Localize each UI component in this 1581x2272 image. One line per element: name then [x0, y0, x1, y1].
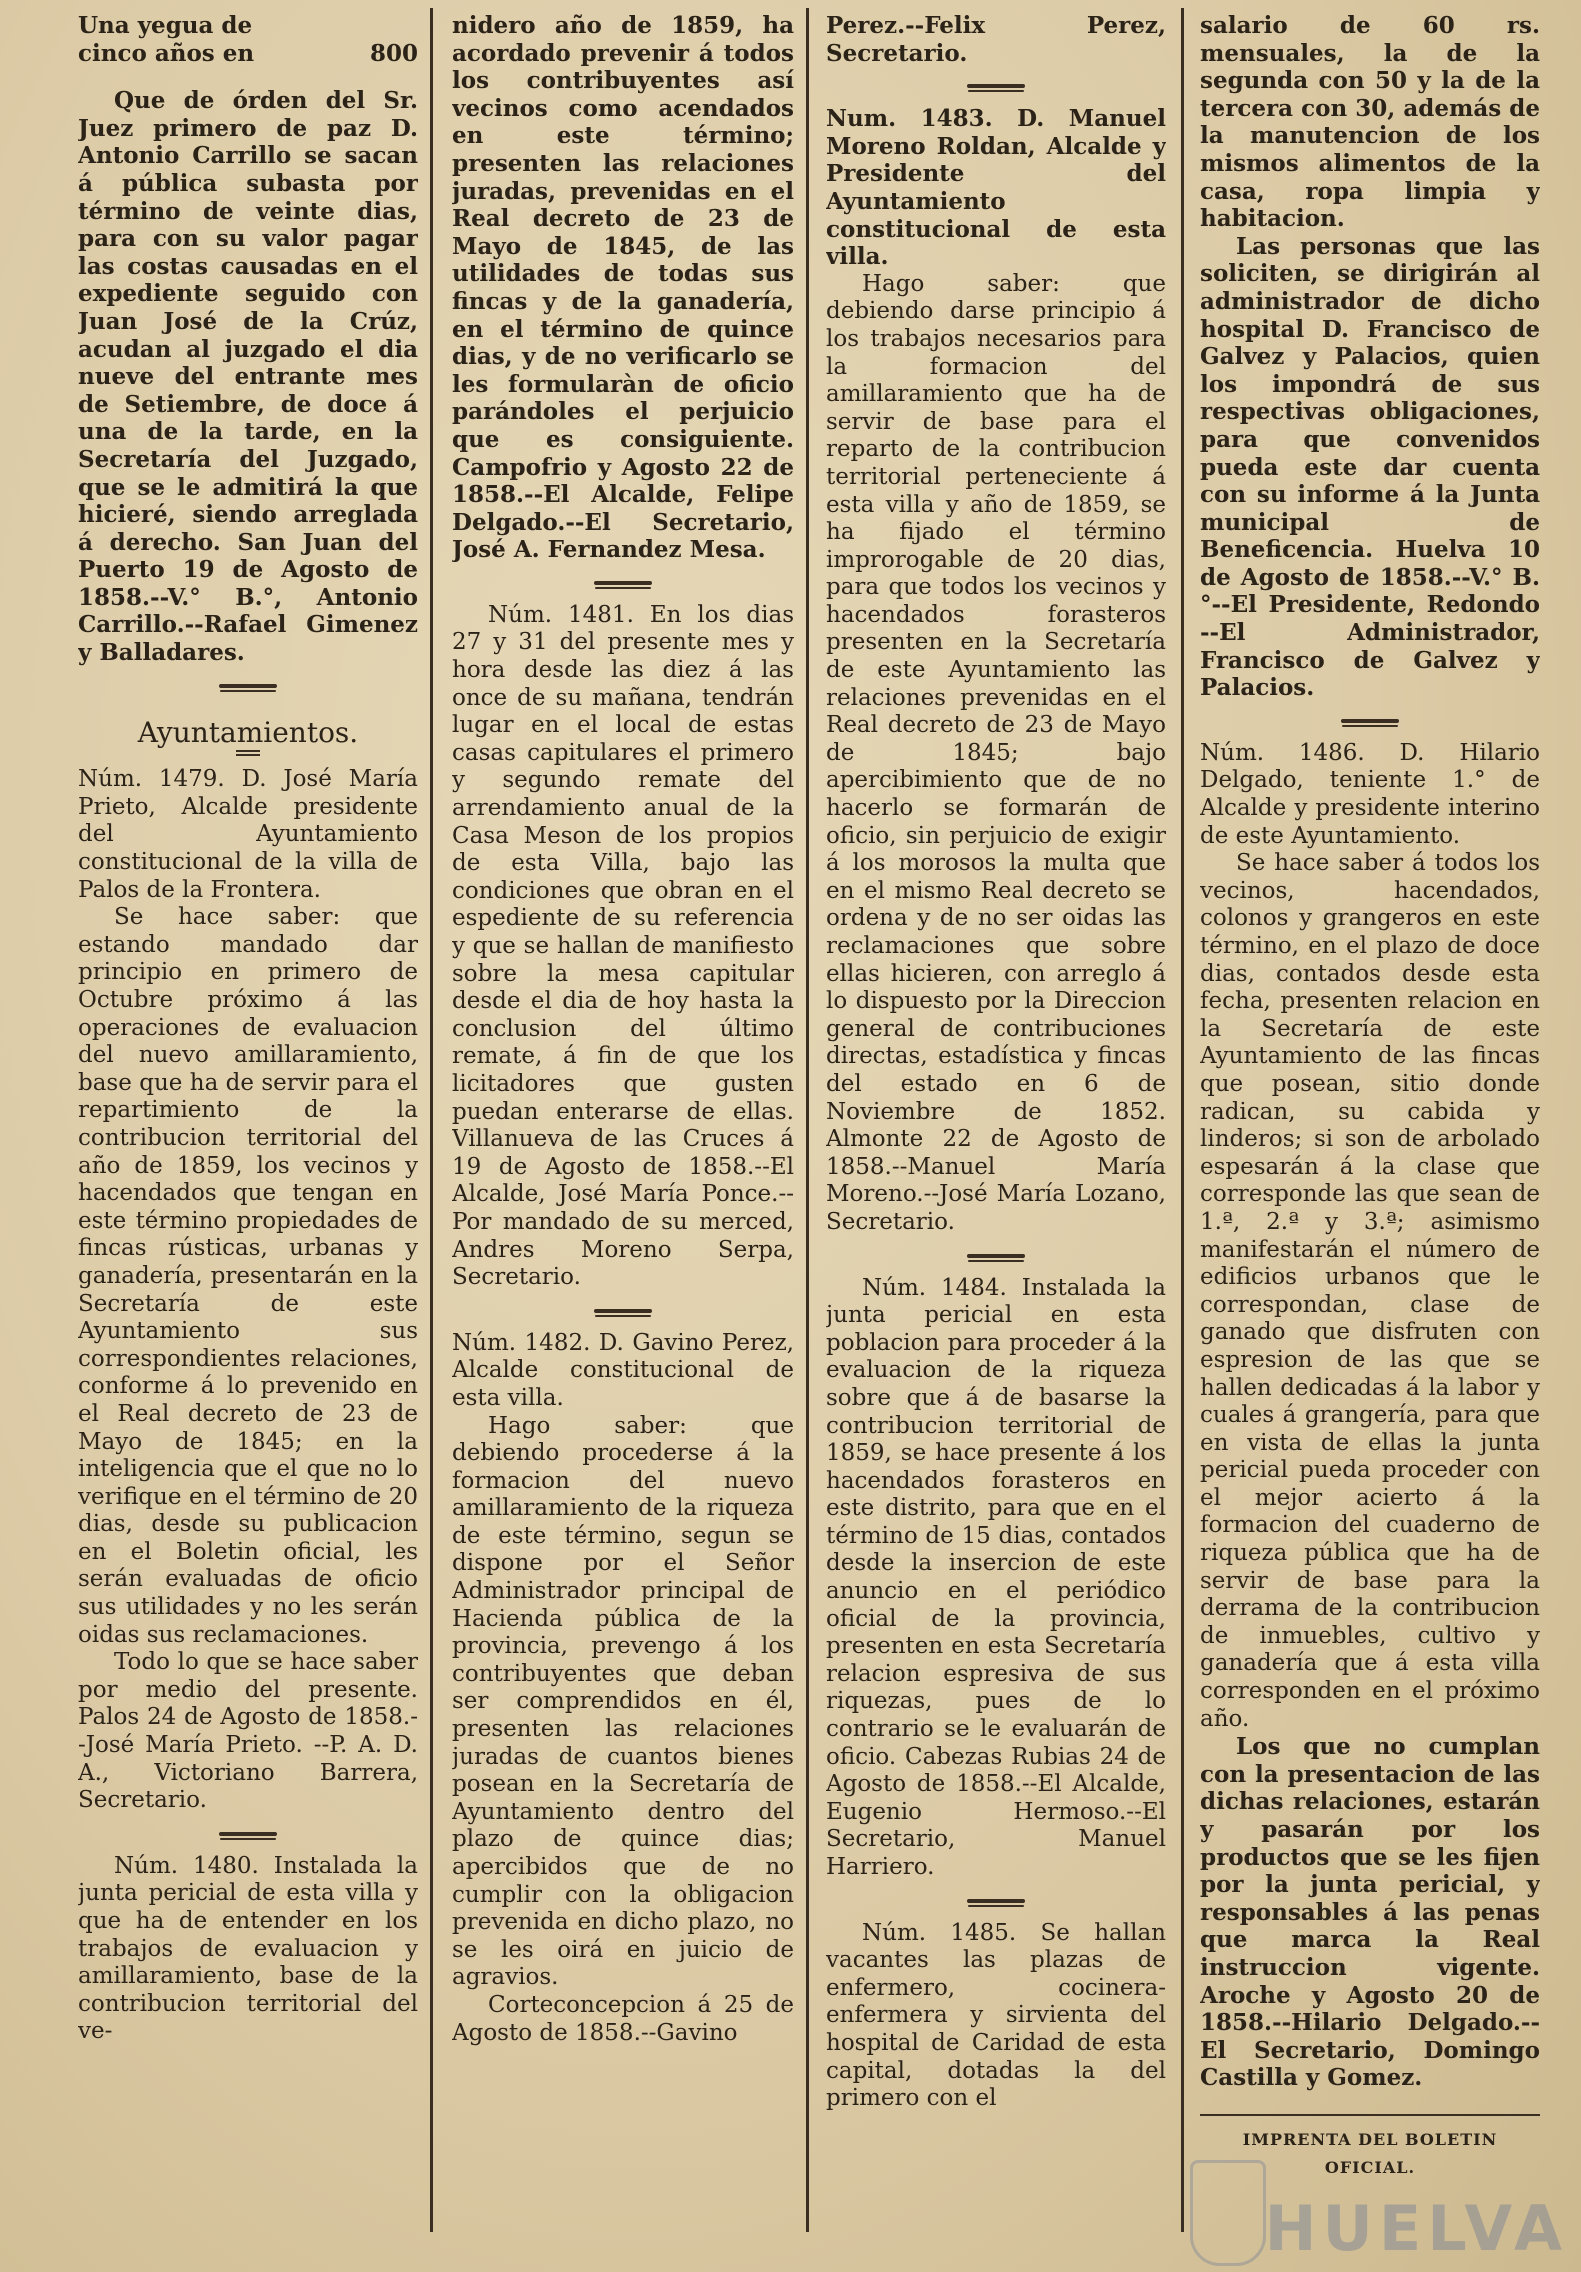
column-1: [78, 12, 418, 2232]
separator: [236, 750, 260, 752]
notice-paragraph: Núm. 1484. Instalada la junta pericial en esta poblacion para proceder á la evaluacion de la riqueza sobre que á de basarse la contribucion territorial de 1859, se hace presente á los hacendados forasteros en este distrito, para que en el término de 15 dias, contados desde la insercion de este anuncio en el periódico oficial de la provincia, presenten en esta Secretaría relacion espresiva de sus riquezas, pues de lo contrario se le evaluarán de oficio. Cabezas Rubias 24 de Agosto de 1858.--El Alcalde, Eugenio Hermoso.--El Secretario, Manuel Harriero.: [826, 1274, 1166, 1880]
notice-paragraph: Hago saber: que debiendo procederse á la formacion del nuevo amillaramiento de la riqueza de este término, segun se dispone por el Señor Administrador principal de Hacienda pública de la provincia, prevengo á los contribuyentes que deban ser comprendidos en él, presenten las relaciones juradas de cuantos bienes posean en la Secretaría de Ayuntamiento dentro del plazo de quince dias; apercibidos que de no cumplir con la obligacion prevenida en dicho plazo, no se les oirá en juicio de agravios.: [452, 1412, 794, 1991]
price-row: [78, 12, 418, 67]
notice-paragraph: nidero año de 1859, ha acordado prevenir á todos los contribuyentes así vecinos como acendados en este término; presenten las relaciones juradas, prevenidas en el Real decreto de 23 de Mayo de 1845, de las utilidades de todas sus fincas y de la ganadería, en el término de quince dias, y de no verificarlo se les formularàn de oficio parándoles el perjuicio que es consiguiente. Campofrio y Agosto 22 de 1858.--El Alcalde, Felipe Delgado.--El Secretario, José A. Fernandez Mesa.: [452, 12, 794, 564]
notice-heading: Núm. 1479. D. José María Prieto, Alcalde presidente del Ayuntamiento constitucional de la villa de Palos de la Frontera.: [78, 766, 418, 903]
notice-paragraph: Se hace saber: que estando mandado dar principio en primero de Octubre próximo á las operaciones de evaluacion del nuevo amillaramiento, base que ha de servir para el repartimiento de la contribucion territorial del año de 1859, los vecinos y hacendados que tengan en este término propiedades de fincas rústicas, urbanas y ganadería, presentarán en la Secretaría de este Ayuntamiento sus correspondientes relaciones, conforme á lo prevenido en el Real decreto de 23 de Mayo de 1845; en la inteligencia que el que no lo verifique en el término de 20 dias, desde su publicacion en el Boletin oficial, les serán evaluadas de oficio sus utilidades y no les serán oidas sus reclamaciones.: [78, 904, 418, 1648]
section-title: Ayuntamientos.: [137, 715, 359, 749]
notice-paragraph: Todo lo que se hace saber por medio del presente. Palos 24 de Agosto de 1858.--José María Prieto. --P. A. D. A., Victoriano Barrera, Secretario.: [78, 1649, 418, 1814]
notice-paragraph: Se hace saber á todos los vecinos, hacendados, colonos y grangeros en este término, en el plazo de doce dias, contados desde esta fecha, presenten relacion en la Secretaría de este Ayuntamiento de las fincas que posean, sitio donde radican, su cabida y linderos; si son de arbolado espesarán á la clase que corresponde las que sean de 1.ª, 2.ª y 3.ª; asimismo manifestarán el número de edificios urbanos que le correspondan, clase de ganado que disfruten con espresion de las que se hallen dedicadas á la labor y cuales á grangería, para que en vista de ellas la junta pericial pueda proceder con el mejor acierto á la formacion del cuaderno de riqueza pública que ha de servir de base para la derrama de la contribucion de inmuebles, cultivo y ganadería que á esta villa corresponden en el próximo año.: [1200, 850, 1540, 1732]
separator: [826, 1882, 1166, 1920]
notice-heading: Núm. 1486. D. Hilario Delgado, teniente 1.° de Alcalde y presidente interino de este Ayuntamiento.: [1200, 739, 1540, 849]
notice-paragraph: Hago saber: que debiendo darse principio á los trabajos necesarios para la formacion del amillaramiento que ha de servir de base para el reparto de la contribucion territorial perteneciente á esta villa y año de 1859, se ha fijado el término improrogable de 20 dias, para que todos los vecinos y hacendados forasteros presenten en la Secretaría de este Ayuntamiento las relaciones prevenidas en el Real decreto de 23 de Mayo de 1845; bajo apercibimiento que de no hacerlo se formarán de oficio, sin perjuicio de exigir á los morosos la multa que en el mismo Real decreto se ordena y de no ser oidas las reclamaciones que sobre ellas hicieren, con arreglo á lo dispuesto por la Direccion general de contribuciones directas, estadística y fincas del estado en 6 de Noviembre de 1852. Almonte 22 de Agosto de 1858.--Manuel María Moreno.--José María Lozano, Secretario.: [826, 270, 1166, 1235]
notice-paragraph: Perez.--Felix Perez, Secretario.: [826, 12, 1166, 67]
separator: [452, 564, 794, 602]
separator: [1200, 2114, 1540, 2116]
column-rule: [1181, 8, 1184, 2232]
price-item: Una yegua de cinco años en: [78, 12, 255, 67]
separator: [826, 1237, 1166, 1275]
column-3: [826, 12, 1166, 2232]
separator: [826, 67, 1166, 105]
notice-paragraph: Las personas que las soliciten, se dirigirán al administrador de dicho hospital D. Francisco de Galvez y Palacios, quien los impondrá de sus respectivas obligaciones, para que convenidos pueda este dar cuenta con su informe á la Junta municipal de Beneficencia. Huelva 10 de Agosto de 1858.--V.° B.°--El Presidente, Redondo --El Administrador, Francisco de Galvez y Palacios.: [1200, 232, 1540, 702]
notice-paragraph: salario de 60 rs. mensuales, la de la segunda con 50 y la de la tercera con 30, además de la manutencion de los mismos alimentos de la casa, ropa limpia y habitacion.: [1200, 12, 1540, 233]
separator: [78, 667, 418, 705]
notice-heading: Num. 1483. D. Manuel Moreno Roldan, Alcalde y Presidente del Ayuntamiento constitucional de esta villa.: [826, 105, 1166, 271]
column-rule: [430, 8, 433, 2232]
column-rule: [806, 8, 809, 2232]
notice-paragraph: Núm. 1481. En los dias 27 y 31 del presente mes y hora desde las diez á las once de su mañana, tendrán lugar en el local de estas casas capitulares el primero y segundo remate del arrendamiento anual de la Casa Meson de los propios de esta Villa, bajo las condiciones que obran en el espediente de su referencia y que se hallan de manifiesto sobre la mesa capitular desde el dia de hoy hasta la conclusion del último remate, á fin de que los licitadores que gusten puedan enterarse de ellas. Villanueva de las Cruces á 19 de Agosto de 1858.--El Alcalde, José María Ponce.--Por mandado de su merced, Andres Moreno Serpa, Secretario.: [452, 601, 794, 1291]
notice-paragraph: Que de órden del Sr. Juez primero de paz D. Antonio Carrillo se sacan á pública subasta por término de veinte dias, para con su valor pagar las costas causadas en el expediente seguido con Juan José de la Crúz, acudan al juzgado el dia nueve del entrante mes de Setiembre, de doce á una de la tarde, en la Secretaría del Juzgado, que se le admitirá la que hicieré, siendo arreglada á derecho. San Juan del Puerto 19 de Agosto de 1858.--V.° B.°, Antonio Carrillo.--Rafael Gimenez y Balladares.: [78, 87, 418, 667]
column-4: [1200, 12, 1540, 2232]
separator: [1200, 702, 1540, 740]
notice-paragraph: Núm. 1485. Se hallan vacantes las plazas de enfermero, cocinera-enfermera y sirvienta del hospital de Caridad de esta capital, dotadas la del primero con el: [826, 1919, 1166, 2112]
notice-paragraph: Los que no cumplan con la presentacion de las dichas relaciones, estarán y pasarán por los productos que se les fijen por la junta pericial, y responsables á las penas que marca la Real instruccion vigente. Aroche y Agosto 20 de 1858.--Hilario Delgado.--El Secretario, Domingo Castilla y Gomez.: [1200, 1733, 1540, 2092]
separator: [452, 1292, 794, 1330]
notice-paragraph: Corteconcepcion á 25 de Agosto de 1858.--Gavino: [452, 1991, 794, 2046]
price-value: 800: [369, 39, 418, 67]
separator: [78, 1815, 418, 1853]
archive-watermark: HUELVA: [1264, 2192, 1568, 2265]
notice-heading: Núm. 1482. D. Gavino Perez, Alcalde constitucional de esta villa.: [452, 1329, 794, 1411]
printer-imprint: IMPRENTA DEL BOLETIN OFICIAL.: [1242, 2129, 1498, 2177]
column-2: [452, 12, 794, 2232]
notice-paragraph: Núm. 1480. Instalada la junta pericial de esta villa y que ha de entender en los trabajos de evaluacion y amillaramiento, base de la contribucion territorial del ve-: [78, 1852, 418, 2045]
